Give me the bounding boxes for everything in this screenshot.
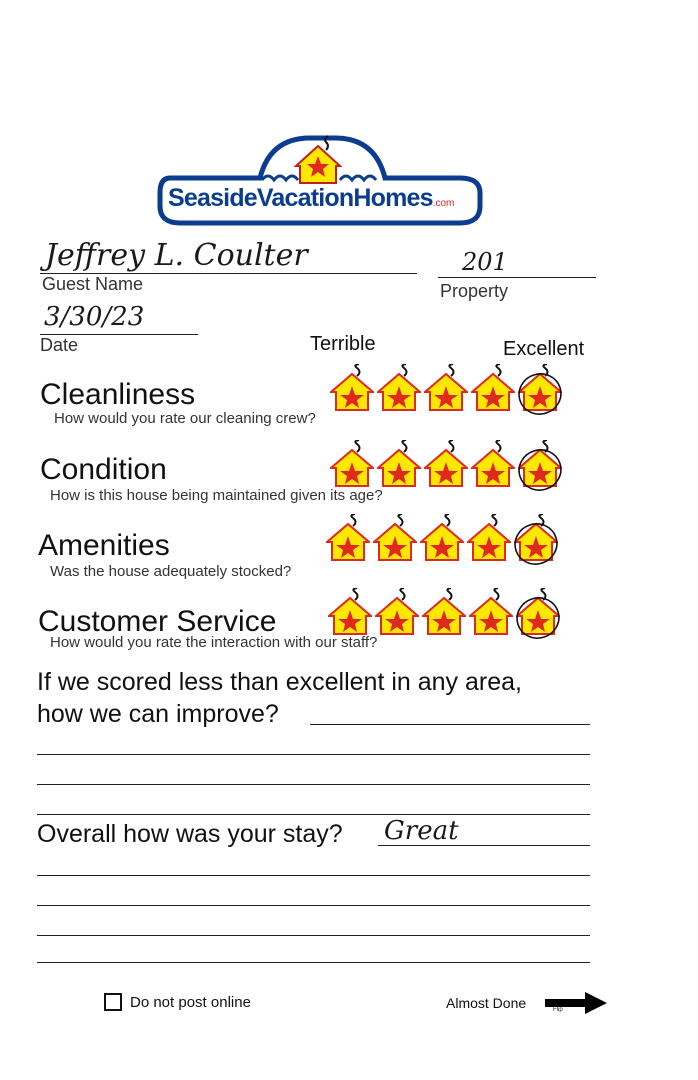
rating-house-4[interactable] bbox=[467, 514, 507, 560]
rating-question-amenities: Was the house adequately stocked? bbox=[50, 563, 292, 580]
brand-logo bbox=[150, 128, 490, 233]
overall-answer[interactable]: Great bbox=[384, 816, 459, 846]
rating-houses-amenities[interactable] bbox=[326, 510, 566, 570]
brand-name-part1: Seaside bbox=[168, 184, 257, 212]
property-value[interactable]: 201 bbox=[462, 248, 508, 276]
overall-answer-line-5[interactable] bbox=[37, 962, 590, 963]
rating-house-5-selected[interactable] bbox=[514, 514, 554, 560]
property-label: Property bbox=[440, 281, 509, 301]
do-not-post-label: Do not post online bbox=[130, 994, 251, 1011]
rating-category-condition: Condition bbox=[40, 453, 167, 486]
rating-house-2[interactable] bbox=[373, 514, 413, 560]
brand-name-part2: VacationHomes bbox=[256, 184, 433, 212]
rating-house-4[interactable] bbox=[471, 440, 511, 486]
rating-category-amenities: Amenities bbox=[38, 529, 170, 562]
rating-house-3[interactable] bbox=[424, 440, 464, 486]
rating-houses-cleanliness[interactable] bbox=[330, 360, 570, 420]
rating-house-1[interactable] bbox=[330, 440, 370, 486]
rating-house-1[interactable] bbox=[326, 514, 366, 560]
scale-low-label: Terrible bbox=[310, 333, 376, 355]
overall-answer-line-1[interactable] bbox=[378, 845, 590, 846]
almost-done-label: Almost Done bbox=[446, 995, 527, 1011]
rating-house-2[interactable] bbox=[377, 364, 417, 410]
guest-name-label: Guest Name bbox=[42, 274, 144, 294]
guest-name-value[interactable]: Jeffrey L. Coulter bbox=[45, 238, 308, 273]
rating-question-customer-service: How would you rate the interaction with our staff? bbox=[50, 634, 378, 651]
overall-answer-line-4[interactable] bbox=[37, 935, 590, 936]
rating-category-cleanliness: Cleanliness bbox=[40, 378, 196, 411]
rating-house-4[interactable] bbox=[469, 588, 509, 634]
brand-suffix: .com bbox=[432, 198, 455, 209]
rating-house-3[interactable] bbox=[424, 364, 464, 410]
rating-house-2[interactable] bbox=[375, 588, 415, 634]
rating-house-5-selected[interactable] bbox=[516, 588, 556, 634]
overall-answer-line-2[interactable] bbox=[37, 875, 590, 876]
rating-question-cleanliness: How would you rate our cleaning crew? bbox=[54, 410, 316, 427]
overall-answer-line-3[interactable] bbox=[37, 905, 590, 906]
improve-answer-line-1[interactable] bbox=[310, 724, 590, 725]
rating-houses-customer-service[interactable] bbox=[328, 584, 568, 644]
scale-high-label: Excellent bbox=[503, 338, 585, 360]
rating-house-4[interactable] bbox=[471, 364, 511, 410]
rating-house-5-selected[interactable] bbox=[518, 440, 558, 486]
date-value[interactable]: 3/30/23 bbox=[44, 302, 145, 332]
do-not-post-checkbox[interactable] bbox=[104, 993, 122, 1011]
rating-house-2[interactable] bbox=[377, 440, 417, 486]
rating-house-3[interactable] bbox=[420, 514, 460, 560]
overall-question: Overall how was your stay? bbox=[37, 820, 343, 848]
rating-house-5-selected[interactable] bbox=[518, 364, 558, 410]
property-line bbox=[438, 277, 596, 278]
rating-category-customer-service: Customer Service bbox=[38, 605, 277, 638]
flip-label: Flip bbox=[553, 1007, 563, 1013]
brand-wordmark bbox=[168, 184, 454, 213]
improve-question-line1: If we scored less than excellent in any area, bbox=[37, 668, 522, 696]
flip-arrow-icon[interactable] bbox=[545, 991, 607, 1015]
rating-question-condition: How is this house being maintained given its age? bbox=[50, 487, 383, 504]
improve-answer-line-3[interactable] bbox=[37, 784, 590, 785]
improve-answer-line-2[interactable] bbox=[37, 754, 590, 755]
improve-question-line2: how we can improve? bbox=[37, 700, 279, 728]
rating-houses-condition[interactable] bbox=[330, 436, 570, 496]
rating-house-1[interactable] bbox=[328, 588, 368, 634]
date-label: Date bbox=[40, 335, 79, 355]
improve-answer-line-4[interactable] bbox=[37, 814, 590, 815]
rating-house-3[interactable] bbox=[422, 588, 462, 634]
logo-badge bbox=[150, 128, 490, 233]
rating-house-1[interactable] bbox=[330, 364, 370, 410]
